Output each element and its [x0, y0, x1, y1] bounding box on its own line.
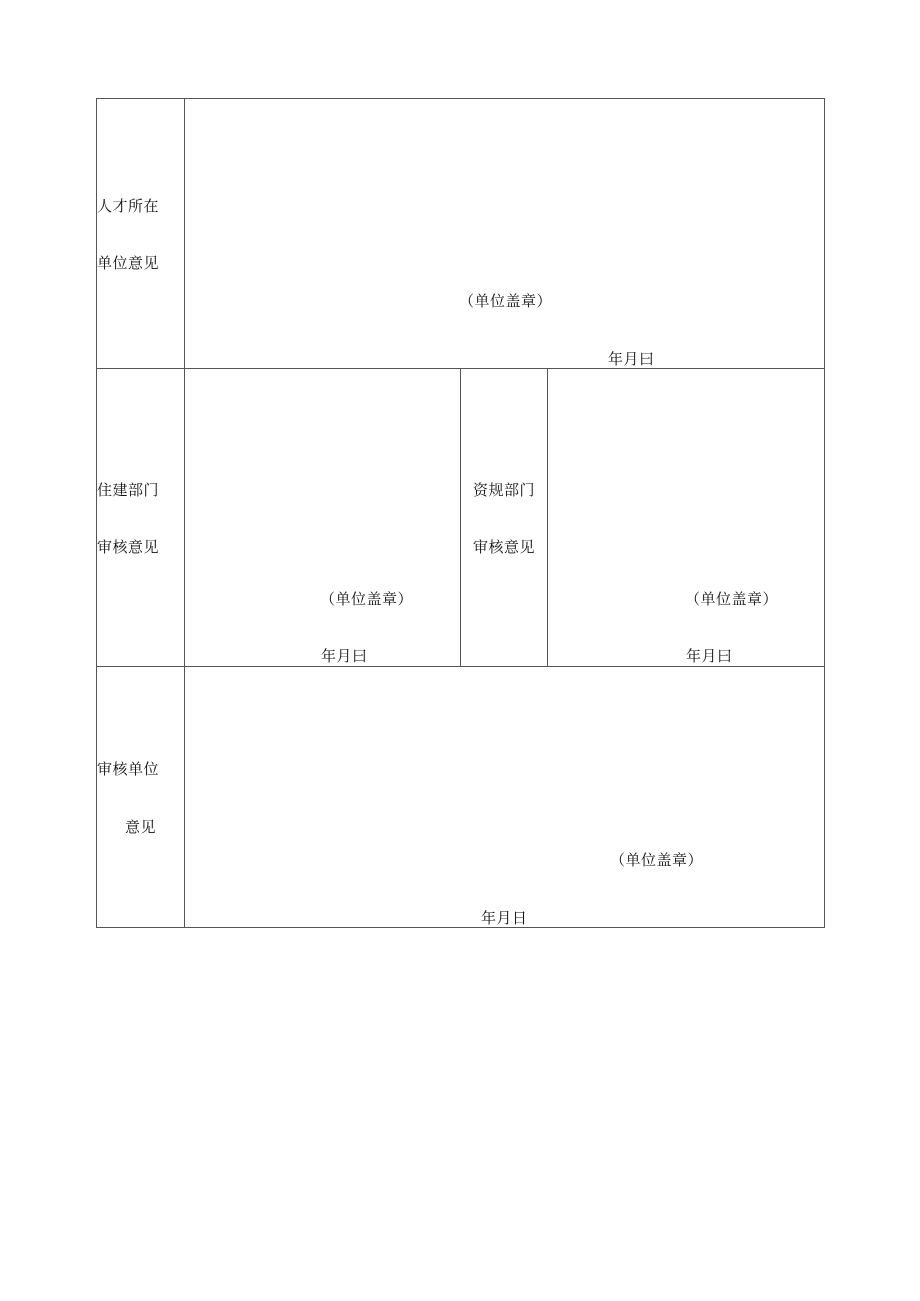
section1-label-line1: 人才所在 — [97, 197, 160, 215]
resources-dept-label-line2: 审核意见 — [473, 538, 536, 556]
housing-dept-label-line2: 审核意见 — [97, 538, 160, 556]
section1-date-text: 年月曰 — [608, 350, 655, 368]
section1-label-line2: 单位意见 — [97, 254, 160, 272]
table-border-bottom — [96, 927, 825, 928]
resources-dept-date-text: 年月曰 — [686, 647, 733, 665]
housing-dept-date-text: 年月曰 — [321, 647, 368, 665]
table-border-left — [96, 98, 97, 928]
resources-dept-seal-text: （单位盖章） — [685, 590, 779, 608]
section1-seal-text: （单位盖章） — [459, 292, 553, 310]
section3-label-line1: 审核单位 — [97, 760, 160, 778]
table-border-top — [96, 98, 825, 99]
label-column-divider — [184, 98, 185, 928]
table-border-right — [824, 98, 825, 928]
section3-seal-text: （单位盖章） — [610, 851, 704, 869]
resources-dept-label-line1: 资规部门 — [473, 481, 536, 499]
section3-label-line2: 意见 — [125, 818, 157, 836]
housing-dept-label-line1: 住建部门 — [97, 481, 160, 499]
mid-section-divider-right — [547, 368, 548, 667]
mid-section-divider-left — [460, 368, 461, 667]
section3-date-text: 年月日 — [481, 909, 528, 927]
housing-dept-seal-text: （单位盖章） — [320, 590, 414, 608]
